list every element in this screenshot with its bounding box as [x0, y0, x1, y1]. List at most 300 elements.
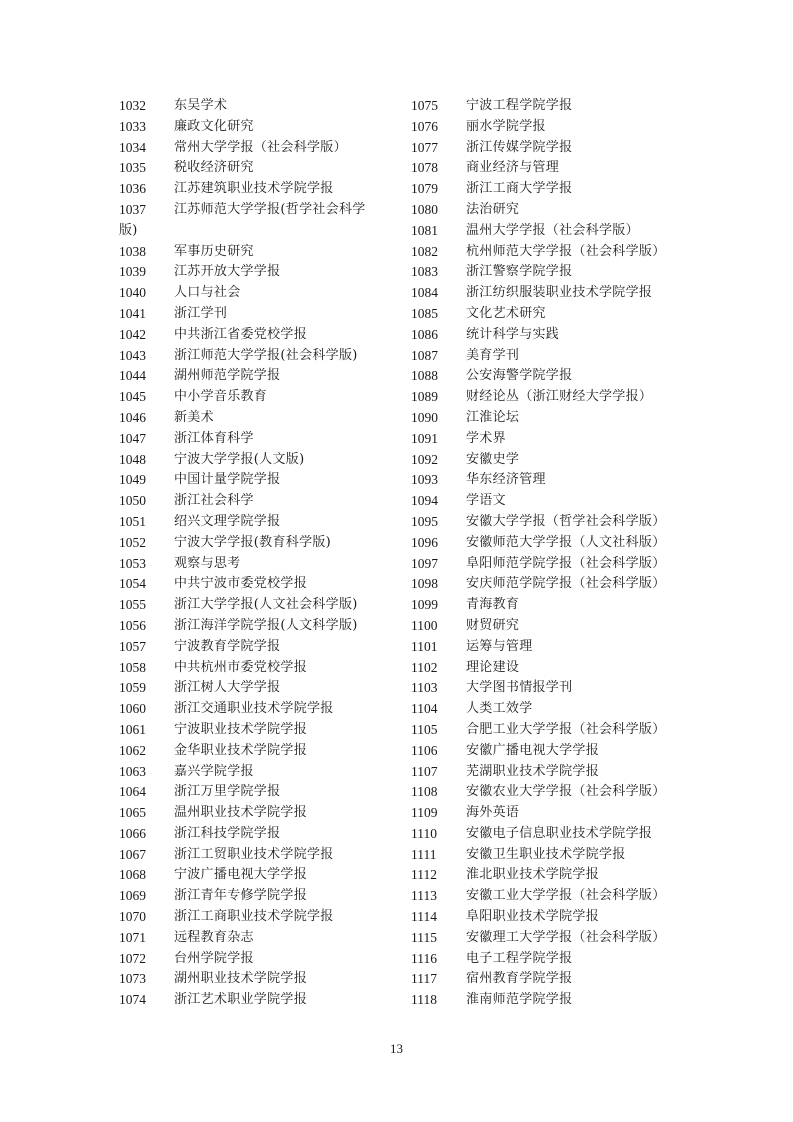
journal-title-text: 文化艺术研究 [466, 305, 546, 321]
journal-entry [411, 803, 701, 824]
journal-title-text: 江淮论坛 [466, 409, 520, 425]
journal-title-text: 远程教育杂志 [174, 929, 254, 945]
journal-title-text: 海外英语 [466, 805, 520, 821]
journal-title [174, 533, 391, 554]
journal-title [466, 658, 701, 679]
journal-entry [411, 782, 701, 803]
journal-entry [119, 762, 391, 783]
entry-number: 1045 [119, 389, 146, 405]
journal-title-text: 东吴学术 [174, 98, 228, 113]
entry-number: 1069 [119, 888, 146, 904]
journal-title-text: 新美术 [174, 409, 214, 425]
journal-entry [119, 907, 391, 928]
journal-title [174, 720, 391, 741]
journal-title [174, 845, 391, 866]
journal-entry [119, 96, 391, 117]
entry-number: 1062 [119, 742, 146, 758]
journal-entry [411, 616, 701, 637]
journal-entry [411, 512, 701, 533]
journal-entry [411, 387, 701, 408]
journal-title-text: 嘉兴学院学报 [174, 763, 254, 779]
journal-title [466, 262, 701, 283]
entry-number: 1057 [119, 638, 146, 654]
journal-title [466, 325, 701, 346]
entry-number: 1100 [411, 617, 438, 633]
journal-title-text: 商业经济与管理 [466, 160, 560, 176]
entry-number: 1112 [411, 867, 437, 883]
journal-title-text: 安徽电子信息职业技术学院学报 [466, 825, 653, 841]
entry-number: 1050 [119, 493, 146, 509]
entry-number: 1070 [119, 909, 146, 925]
journal-title-text: 安徽师范大学学报（人文社科版） [466, 534, 666, 550]
entry-number: 1049 [119, 472, 146, 488]
journal-entry [411, 117, 701, 138]
entry-number: 1046 [119, 409, 146, 425]
journal-title [174, 741, 391, 762]
entry-number: 1074 [119, 992, 146, 1008]
journal-title-text: 电子工程学院学报 [466, 950, 573, 966]
journal-title [174, 366, 391, 387]
journal-title [174, 117, 391, 138]
journal-title [174, 450, 391, 471]
journal-title-text: 学术界 [466, 430, 506, 446]
journal-title-text: 阜阳职业技术学院学报 [466, 909, 600, 925]
journal-title [174, 470, 391, 491]
journal-title-text: 湖州职业技术学院学报 [174, 971, 308, 987]
entry-number: 1052 [119, 534, 146, 550]
entry-number: 1079 [411, 181, 438, 197]
journal-entry [411, 595, 701, 616]
journal-entry [411, 366, 701, 387]
journal-title-text: 税收经济研究 [174, 160, 254, 176]
journal-entry [411, 678, 701, 699]
journal-entry [119, 699, 391, 720]
journal-title-text: 湖州师范学院学报 [174, 368, 281, 384]
journal-entry [119, 491, 391, 512]
journal-entry [411, 928, 701, 949]
journal-entry [411, 762, 701, 783]
journal-entry [119, 616, 391, 637]
journal-title-text: 金华职业技术学院学报 [174, 742, 308, 758]
entry-number: 1088 [411, 368, 438, 384]
journal-title-text: 理论建设 [466, 659, 520, 675]
entry-number: 1043 [119, 347, 146, 363]
entry-number: 1109 [411, 805, 438, 821]
journal-title-text: 阜阳师范学院学报（社会科学版） [466, 555, 666, 571]
journal-title-text: 财贸研究 [466, 617, 520, 633]
journal-entry [411, 283, 701, 304]
journal-entry [411, 533, 701, 554]
journal-entry [119, 969, 391, 990]
journal-title-text: 宿州教育学院学报 [466, 971, 573, 987]
journal-title-text: 芜湖职业技术学院学报 [466, 763, 600, 779]
entry-number: 1076 [411, 118, 438, 134]
journal-title [174, 907, 391, 928]
journal-title-text: 杭州师范大学学报（社会科学版） [466, 243, 666, 259]
journal-title [466, 346, 701, 367]
entry-number: 1078 [411, 160, 438, 176]
journal-title [466, 990, 701, 1011]
left-column [119, 96, 391, 1011]
journal-entry [119, 720, 391, 741]
journal-entry [119, 346, 391, 367]
entry-number: 1117 [411, 971, 437, 987]
journal-title-text: 观察与思考 [174, 555, 241, 571]
journal-title [174, 554, 391, 575]
entry-number: 1089 [411, 389, 438, 405]
journal-title [466, 616, 701, 637]
entry-number: 1073 [119, 971, 146, 987]
journal-title-text: 中共浙江省委党校学报 [174, 326, 308, 342]
entry-number: 1110 [411, 825, 437, 841]
journal-entry [119, 450, 391, 471]
journal-entry [119, 429, 391, 450]
journal-title [174, 928, 391, 949]
journal-title [466, 200, 701, 221]
journal-entry [411, 491, 701, 512]
entry-number: 1077 [411, 139, 438, 155]
journal-title [174, 408, 391, 429]
journal-entry [411, 242, 701, 263]
journal-entry [411, 158, 701, 179]
journal-entry [411, 96, 701, 117]
journal-title [174, 574, 391, 595]
entry-number: 1092 [411, 451, 438, 467]
journal-title [174, 990, 391, 1011]
journal-entry [411, 741, 701, 762]
journal-title [466, 512, 701, 533]
entry-number: 1055 [119, 597, 146, 613]
journal-title [174, 762, 391, 783]
entry-number: 1037 [119, 201, 146, 217]
journal-entry [119, 304, 391, 325]
entry-number: 1071 [119, 929, 146, 945]
journal-title-text: 温州大学学报（社会科学版） [466, 222, 639, 238]
journal-title [466, 595, 701, 616]
journal-title [466, 304, 701, 325]
entry-number: 1040 [119, 285, 146, 301]
journal-entry [411, 949, 701, 970]
journal-title [466, 221, 701, 242]
journal-title-text: 浙江万里学院学报 [174, 784, 281, 800]
entry-number: 1084 [411, 285, 438, 301]
journal-title [174, 824, 391, 845]
journal-title [466, 387, 701, 408]
entry-number: 1106 [411, 742, 438, 758]
journal-entry [119, 512, 391, 533]
journal-entry [119, 387, 391, 408]
entry-number: 1048 [119, 451, 146, 467]
entry-number: 1113 [411, 888, 437, 904]
journal-title-text: 宁波广播电视大学学报 [174, 867, 308, 883]
journal-title-text: 宁波大学学报(教育科学版) [174, 534, 332, 550]
journal-entry [411, 865, 701, 886]
journal-entry [119, 658, 391, 679]
journal-title-text: 大学图书情报学刊 [466, 680, 573, 696]
journal-title [466, 678, 701, 699]
entry-number: 1051 [119, 513, 146, 529]
journal-entry [411, 969, 701, 990]
journal-title-text: 统计科学与实践 [466, 326, 560, 342]
journal-title [174, 325, 391, 346]
journal-title-text: 浙江师范大学学报(社会科学版) [174, 347, 358, 363]
journal-title [466, 138, 701, 159]
entry-number: 1098 [411, 576, 438, 592]
journal-entry [119, 949, 391, 970]
journal-title-text: 常州大学学报（社会科学版） [174, 139, 347, 155]
journal-title [466, 845, 701, 866]
journal-entry [411, 408, 701, 429]
journal-title [466, 803, 701, 824]
entry-number: 1053 [119, 555, 146, 571]
journal-title [174, 949, 391, 970]
entry-number: 1096 [411, 534, 438, 550]
journal-entry [411, 346, 701, 367]
journal-title [466, 533, 701, 554]
entry-number: 1082 [411, 243, 438, 259]
entry-number: 1099 [411, 597, 438, 613]
journal-entry [119, 533, 391, 554]
entry-number: 1063 [119, 763, 146, 779]
journal-entry [119, 366, 391, 387]
journal-title-text: 浙江工商职业技术学院学报 [174, 909, 334, 925]
journal-title-text: 华东经济管理 [466, 472, 546, 488]
journal-title-text: 宁波职业技术学院学报 [174, 721, 308, 737]
entry-number: 1116 [411, 950, 437, 966]
journal-title [466, 782, 701, 803]
entry-number: 1118 [411, 992, 437, 1008]
journal-title [174, 96, 391, 117]
journal-title [466, 179, 701, 200]
journal-title-text: 浙江海洋学院学报(人文科学版) [174, 617, 358, 633]
journal-title-text: 台州学院学报 [174, 950, 254, 966]
journal-title-text: 安徽理工大学学报（社会科学版） [466, 929, 666, 945]
journal-title-text: 安庆师范学院学报（社会科学版） [466, 576, 666, 592]
entry-number: 1095 [411, 513, 438, 529]
journal-title-text: 宁波大学学报(人文版) [174, 451, 305, 467]
journal-title [466, 969, 701, 990]
journal-title-text: 江苏建筑职业技术学院学报 [174, 181, 334, 197]
journal-entry [119, 200, 391, 242]
journal-title [466, 699, 701, 720]
journal-title [174, 803, 391, 824]
entry-number: 1085 [411, 305, 438, 321]
journal-entry [411, 824, 701, 845]
journal-title [174, 782, 391, 803]
journal-title-text: 浙江学刊 [174, 305, 228, 321]
journal-title [466, 762, 701, 783]
journal-title-text: 淮北职业技术学院学报 [466, 867, 600, 883]
entry-number: 1080 [411, 201, 438, 217]
journal-title [174, 678, 391, 699]
journal-entry [411, 262, 701, 283]
journal-title-text: 浙江体育科学 [174, 430, 254, 446]
entry-number: 1108 [411, 784, 438, 800]
journal-title-text: 青海教育 [466, 597, 520, 613]
journal-entry [411, 429, 701, 450]
entry-number: 1102 [411, 659, 438, 675]
journal-entry [411, 907, 701, 928]
journal-title-text: 中国计量学院学报 [174, 472, 281, 488]
journal-title-text: 浙江交通职业技术学院学报 [174, 701, 334, 717]
journal-entry [411, 990, 701, 1011]
journal-entry [119, 928, 391, 949]
journal-entry [119, 990, 391, 1011]
journal-title-text: 人口与社会 [174, 285, 241, 301]
journal-title-text: 江苏师范大学学报(哲学社会科学 [174, 201, 366, 217]
entry-number: 1060 [119, 701, 146, 717]
journal-title-text: 中共杭州市委党校学报 [174, 659, 308, 675]
journal-title-text: 丽水学院学报 [466, 118, 546, 134]
journal-title [174, 637, 391, 658]
journal-title [174, 158, 391, 179]
journal-entry [119, 803, 391, 824]
journal-title [174, 283, 391, 304]
journal-entry [411, 637, 701, 658]
entry-number: 1111 [411, 846, 437, 862]
journal-title-text: 廉政文化研究 [174, 118, 254, 134]
right-column [411, 96, 701, 1011]
journal-entry [119, 824, 391, 845]
journal-title [174, 595, 391, 616]
journal-entry [411, 470, 701, 491]
entry-number: 1056 [119, 617, 146, 633]
journal-title-text: 浙江艺术职业学院学报 [174, 992, 308, 1008]
journal-title [466, 158, 701, 179]
journal-entry [119, 325, 391, 346]
journal-entry [411, 450, 701, 471]
journal-title [466, 907, 701, 928]
entry-number: 1033 [119, 118, 146, 134]
journal-title-text: 公安海警学院学报 [466, 368, 573, 384]
journal-title-text: 安徽农业大学学报（社会科学版） [466, 784, 666, 800]
journal-title-text: 法治研究 [466, 201, 520, 217]
entry-number: 1066 [119, 825, 146, 841]
journal-title [174, 429, 391, 450]
entry-number: 1072 [119, 950, 146, 966]
journal-title-text: 宁波工程学院学报 [466, 98, 573, 113]
journal-title [174, 387, 391, 408]
journal-entry [119, 595, 391, 616]
entry-number: 1054 [119, 576, 146, 592]
journal-title-text: 温州职业技术学院学报 [174, 805, 308, 821]
journal-title [466, 574, 701, 595]
journal-entry [119, 886, 391, 907]
entry-number: 1104 [411, 701, 438, 717]
journal-title [174, 346, 391, 367]
journal-title-text: 人类工效学 [466, 701, 533, 717]
journal-entry [119, 865, 391, 886]
entry-number: 1103 [411, 680, 438, 696]
entry-number: 1107 [411, 763, 438, 779]
journal-title [466, 824, 701, 845]
journal-title [174, 658, 391, 679]
journal-entry [119, 283, 391, 304]
entry-number: 1042 [119, 326, 146, 342]
journal-title-text: 合肥工业大学学报（社会科学版） [466, 721, 666, 737]
journal-entry [119, 117, 391, 138]
journal-entry [411, 138, 701, 159]
journal-title [466, 886, 701, 907]
journal-title [174, 865, 391, 886]
entry-number: 1090 [411, 409, 438, 425]
entry-number: 1097 [411, 555, 438, 571]
journal-entry [119, 678, 391, 699]
journal-title [466, 96, 701, 117]
entry-number: 1105 [411, 721, 438, 737]
entry-number: 1091 [411, 430, 438, 446]
entry-number: 1064 [119, 784, 146, 800]
journal-entry [411, 200, 701, 221]
journal-title [174, 179, 391, 200]
journal-title-text: 浙江科技学院学报 [174, 825, 281, 841]
journal-title-text: 安徽卫生职业技术学院学报 [466, 846, 626, 862]
journal-title-continuation: 版) [119, 222, 138, 238]
entry-number: 1032 [119, 98, 146, 113]
entry-number: 1083 [411, 264, 438, 280]
journal-title-text: 学语文 [466, 493, 506, 509]
journal-title-text: 浙江警察学院学报 [466, 264, 573, 280]
journal-title [466, 637, 701, 658]
journal-title-text: 浙江树人大学学报 [174, 680, 281, 696]
entry-number: 1047 [119, 430, 146, 446]
entry-number: 1067 [119, 846, 146, 862]
entry-number: 1059 [119, 680, 146, 696]
journal-title [466, 242, 701, 263]
entry-number: 1065 [119, 805, 146, 821]
journal-entry [411, 658, 701, 679]
journal-entry [411, 221, 701, 242]
journal-title [466, 366, 701, 387]
journal-title [174, 616, 391, 637]
journal-title-text: 安徽大学学报（哲学社会科学版） [466, 513, 666, 529]
journal-title-text: 浙江纺织服装职业技术学院学报 [466, 285, 653, 301]
journal-title-text: 美育学刊 [466, 347, 520, 363]
journal-entry [119, 138, 391, 159]
entry-number: 1044 [119, 368, 146, 384]
journal-entry [411, 574, 701, 595]
journal-title [174, 242, 391, 263]
journal-title-text: 江苏开放大学学报 [174, 264, 281, 280]
journal-title-text: 绍兴文理学院学报 [174, 513, 281, 529]
journal-title [466, 470, 701, 491]
journal-entry [119, 242, 391, 263]
entry-number: 1115 [411, 929, 437, 945]
entry-number: 1093 [411, 472, 438, 488]
journal-title [466, 949, 701, 970]
journal-title-text: 浙江青年专修学院学报 [174, 888, 308, 904]
journal-title [466, 283, 701, 304]
journal-title [466, 554, 701, 575]
entry-number: 1061 [119, 721, 146, 737]
journal-title-text: 安徽广播电视大学学报 [466, 742, 600, 758]
entry-number: 1086 [411, 326, 438, 342]
journal-title [466, 408, 701, 429]
journal-entry [119, 179, 391, 200]
journal-title [466, 741, 701, 762]
entry-number: 1058 [119, 659, 146, 675]
journal-title [174, 886, 391, 907]
journal-entry [119, 845, 391, 866]
entry-number: 1075 [411, 98, 438, 113]
entry-number: 1068 [119, 867, 146, 883]
journal-title-text: 安徽史学 [466, 451, 520, 467]
journal-entry [411, 325, 701, 346]
journal-title-text: 安徽工业大学学报（社会科学版） [466, 888, 666, 904]
journal-title [466, 117, 701, 138]
entry-number: 1101 [411, 638, 438, 654]
journal-title-text: 淮南师范学院学报 [466, 992, 573, 1008]
